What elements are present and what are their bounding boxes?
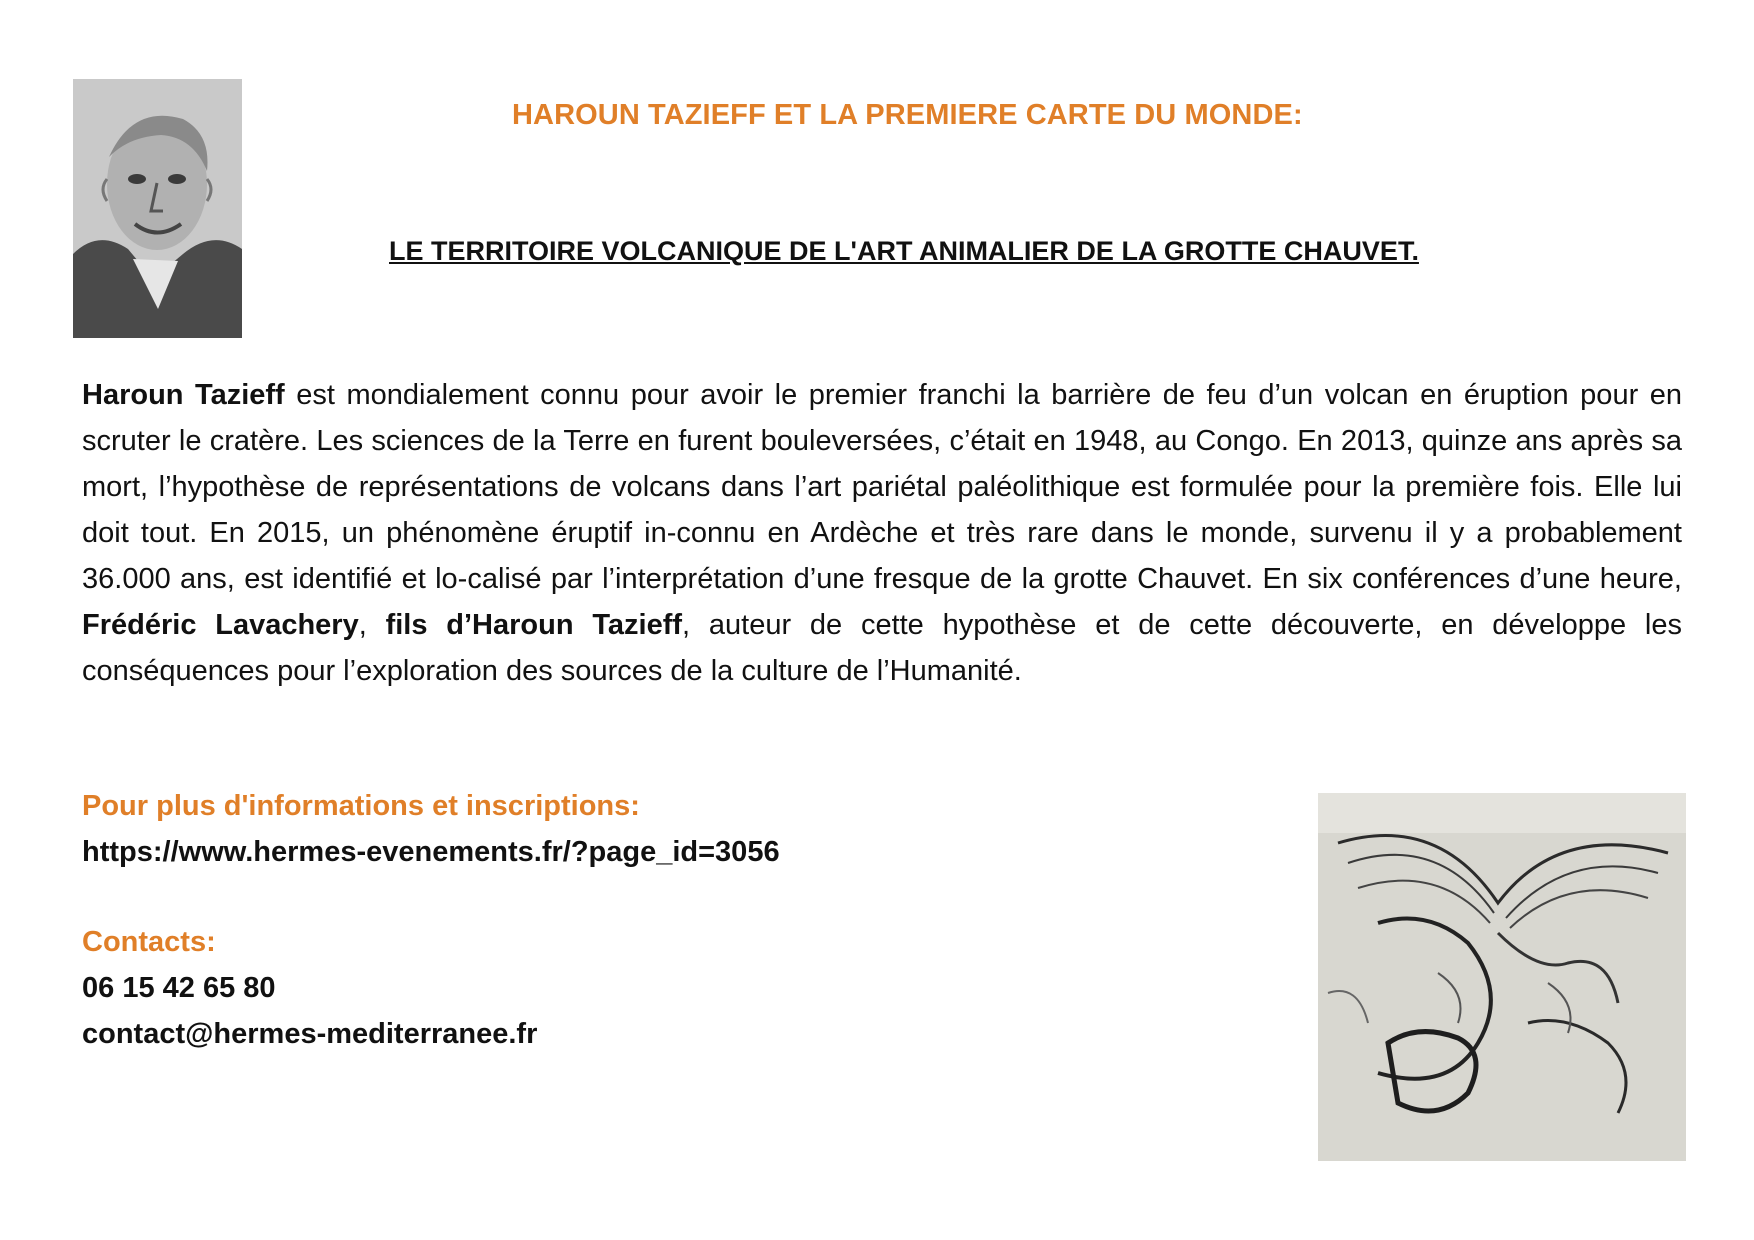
cave-art-image [1318,793,1686,1161]
name-bold: Haroun Tazieff [82,379,285,411]
portrait-photo [73,79,242,338]
comma-separator: , [358,609,386,641]
contact-phone: 06 15 42 65 80 [82,972,276,1004]
contact-email-link[interactable]: contact@hermes-mediterranee.fr [82,1018,538,1050]
son-bold: fils d’Haroun Tazieff [385,609,683,641]
info-url-link[interactable]: https://www.hermes-evenements.fr/?page_id=3056 [82,836,780,868]
description-paragraph [82,372,1682,694]
page-title: HAROUN TAZIEFF ET LA PREMIERE CARTE DU MONDE: [512,99,1303,131]
page-subtitle: LE TERRITOIRE VOLCANIQUE DE L'ART ANIMALIER DE LA GROTTE CHAUVET. [389,236,1419,266]
info-heading: Pour plus d'informations et inscriptions: [82,790,640,822]
contacts-heading: Contacts: [82,926,216,958]
body-text-1: est mondialement connu pour avoir le premier franchi la barrière de feu d’un volcan en éruption pour en scruter le cratère. Les sciences de la Terre en furent bouleversées, c’était en 1948, au Congo. En 2013, quinze ans après sa mort, l’hypothèse de représentations de volcans dans l’art pariétal paléolithique est formulée pour la première fois. Elle lui doit tout. En 2015, un phénomène éruptif in-connu en Ardèche et très rare dans le monde, survenu il y a probablement 36.000 ans, est identifié et lo-calisé par l’interprétation d’une fresque de la grotte Chauvet. En six conférences d’une heure, [82,379,1683,595]
author-bold: Frédéric Lavachery [82,609,359,641]
body-text-2: , auteur de cette hypothèse et de cette découverte, en développe les conséquences pour l’exploration des sources de la culture de l’Humanité. [82,609,1682,687]
